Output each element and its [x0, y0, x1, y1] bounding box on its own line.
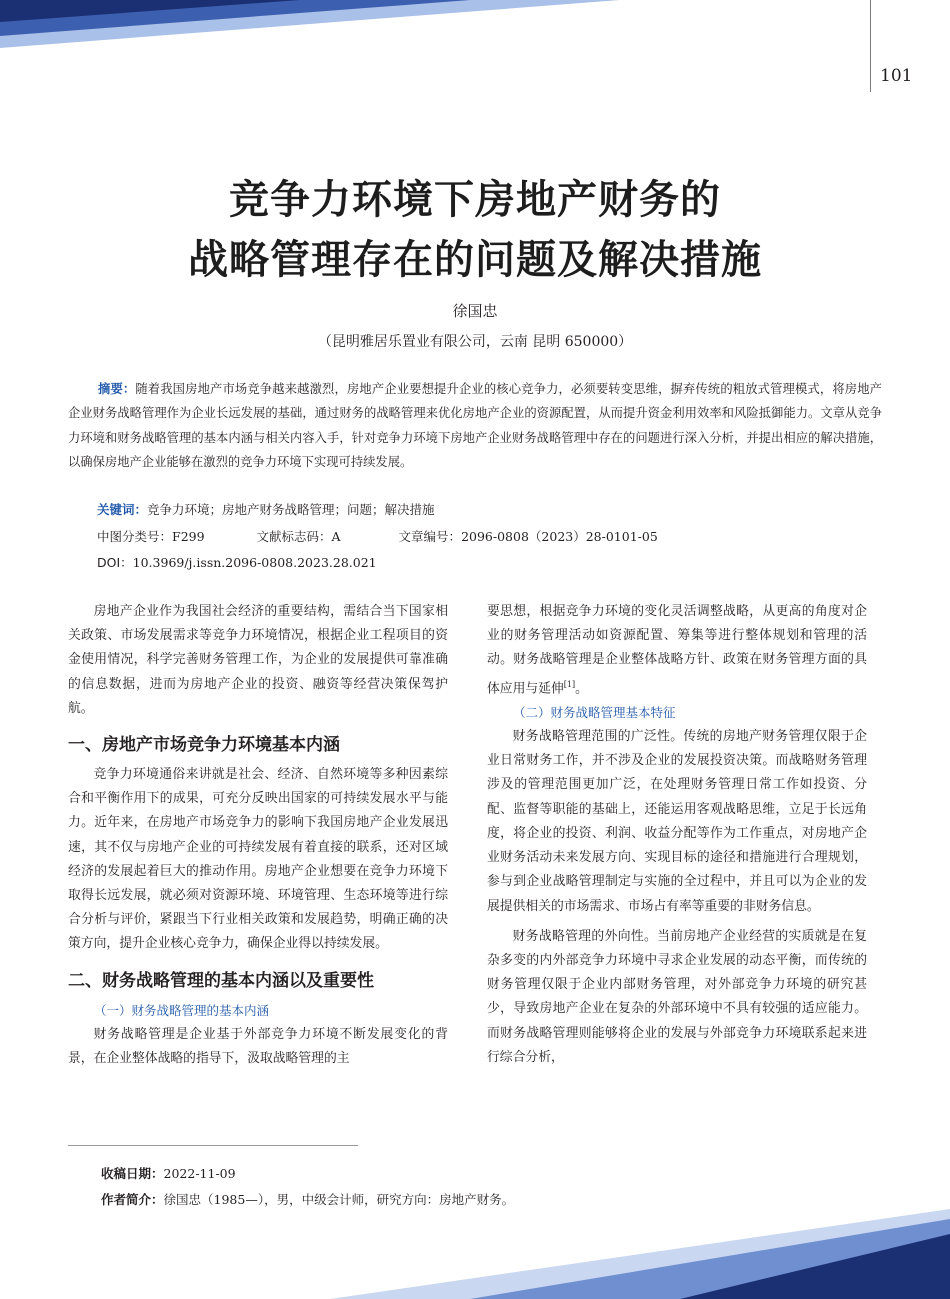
title-line-1: 竞争力环境下房地产财务的 [229, 177, 721, 223]
intro-paragraph: 房地产企业作为我国社会经济的重要结构，需结合当下国家相关政策、市场发展需求等竞争力环境情况，根据企业工程项目的资金使用情况，科学完善财务管理工作，为企业的发展提供可靠准确的信息数据，进而为房地产企业的投资、融资等经营决策保驾护航。 [68, 604, 448, 716]
doi [97, 553, 377, 571]
article-number-label: 文章编号： [398, 529, 462, 544]
doc-code-label: 文献标志码： [256, 529, 332, 544]
affiliation: （昆明雅居乐置业有限公司，云南 昆明 650000） [317, 334, 633, 350]
bio-value: 徐国忠（1985—），男，中级会计师，研究方向：房地产财务。 [163, 1192, 515, 1207]
continuation-text: 要思想，根据竞争力环境的变化灵活调整战略，从更高的角度对企业的财务管理活动如资源配置、筹集等进行整体规划和管理的活动。财务战略管理是企业整体战略方针、政策在财务管理方面的具体应用与延伸 [487, 604, 867, 696]
section-2-heading: 二、财务战略管理的基本内涵以及重要性 [68, 970, 374, 991]
doc-code-value: A [331, 529, 341, 544]
right-column [487, 600, 867, 1070]
doi-value: 10.3969/j.issn.2096-0808.2023.28.021 [132, 555, 377, 570]
footnote-rule [68, 1145, 358, 1146]
abstract-label: 摘要： [98, 382, 136, 396]
feature-paragraph-1: 财务战略管理范围的广泛性。传统的房地产财务管理仅限于企业日常财务工作，并不涉及企业的发展投资决策。而战略财务管理涉及的管理范围更加广泛，在处理财务管理日常工作如投资、分配、监督等职能的基础上，还能运用客观战略思维，立足于长远角度，将企业的投资、利润、收益分配等作为工作重点，对房地产企业财务活动未来发展方向、实现目标的途径和措施进行合理规划，参与到企业战略管理制定与实施的全过程中，并且可以为企业的发展提供相关的市场需求、市场占有率等重要的非财务信息。 [487, 729, 867, 914]
subsection-1-heading: （一）财务战略管理的基本内涵 [94, 1002, 270, 1018]
page-number: 101 [880, 66, 913, 86]
received-date [101, 1164, 236, 1182]
author-bio [101, 1190, 514, 1208]
keywords [97, 500, 435, 518]
header-rule [870, 0, 871, 92]
bio-label: 作者简介： [101, 1192, 164, 1207]
clc-value: F299 [172, 529, 205, 544]
section-1-paragraph: 竞争力环境通俗来讲就是社会、经济、自然环境等多种因素综合和平衡作用下的成果，可充分反映出国家的可持续发展水平与能力。近年来，在房地产市场竞争力的影响下我国房地产企业发展迅速，其不仅与房地产企业的可持续发展有着直接的联系，还对区域经济的发展起着巨大的推动作用。房地产企业想要在竞争力环境下取得长远发展，就必须对资源环境、环境管理、生态环境等进行综合分析与评价，紧跟当下行业相关政策和发展趋势，明确正确的决策方向，提升企业核心竞争力，确保企业得以持续发展。 [68, 767, 448, 952]
title-line-2: 战略管理存在的问题及解决措施 [188, 237, 762, 283]
article-number-value: 2096-0808（2023）28-0101-05 [461, 529, 658, 544]
left-column [68, 600, 448, 1071]
doi-label: DOI： [97, 555, 133, 570]
abstract-text: 随着我国房地产市场竞争越来越激烈，房地产企业要想提升企业的核心竞争力，必须要转变思维，摒弃传统的粗放式管理模式，将房地产企业财务战略管理作为企业长远发展的基础，通过财务的战略管理来优化房地产企业的资源配置，从而提升资金利用效率和风险抵御能力。文章从竞争力环境和财务战略管理的基本内涵与相关内容入手，针对竞争力环境下房地产企业财务战略管理中存在的问题进行深入分析，并提出相应的解决措施，以确保房地产企业能够在激烈的竞争力环境下实现可持续发展。 [68, 382, 882, 470]
subsection-1-paragraph: 财务战略管理是企业基于外部竞争力环境不断发展变化的背景，在企业整体战略的指导下，汲取战略管理的主 [68, 1026, 448, 1066]
continuation-end: 。 [575, 680, 588, 696]
classification [97, 527, 857, 545]
author: 徐国忠 [452, 302, 498, 320]
keywords-text: 竞争力环境；房地产财务战略管理；问题；解决措施 [147, 502, 435, 517]
keywords-label: 关键词： [97, 502, 148, 517]
clc-label: 中图分类号： [97, 529, 173, 544]
feature-paragraph-2: 财务战略管理的外向性。当前房地产企业经营的实质就是在复杂多变的内外部竞争力环境中寻求企业发展的动态平衡，而传统的财务管理仅限于企业内部财务管理，对外部竞争力环境的研究甚少，导致房地产企业在复杂的外部环境中不具有较强的适应能力。而财务战略管理则能够将企业的发展与外部竞争力环境联系起来进行综合分析， [487, 928, 867, 1065]
bottom-decoration [0, 1209, 950, 1299]
received-label: 收稿日期： [101, 1166, 164, 1181]
continuation-paragraph [487, 600, 867, 701]
top-decoration [0, 0, 950, 50]
section-1-heading: 一、房地产市场竞争力环境基本内涵 [68, 735, 340, 756]
abstract [68, 377, 882, 475]
citation: [1] [563, 679, 576, 689]
received-value: 2022-11-09 [163, 1166, 236, 1181]
subsection-2-heading: （二）财务战略管理基本特征 [513, 705, 676, 721]
